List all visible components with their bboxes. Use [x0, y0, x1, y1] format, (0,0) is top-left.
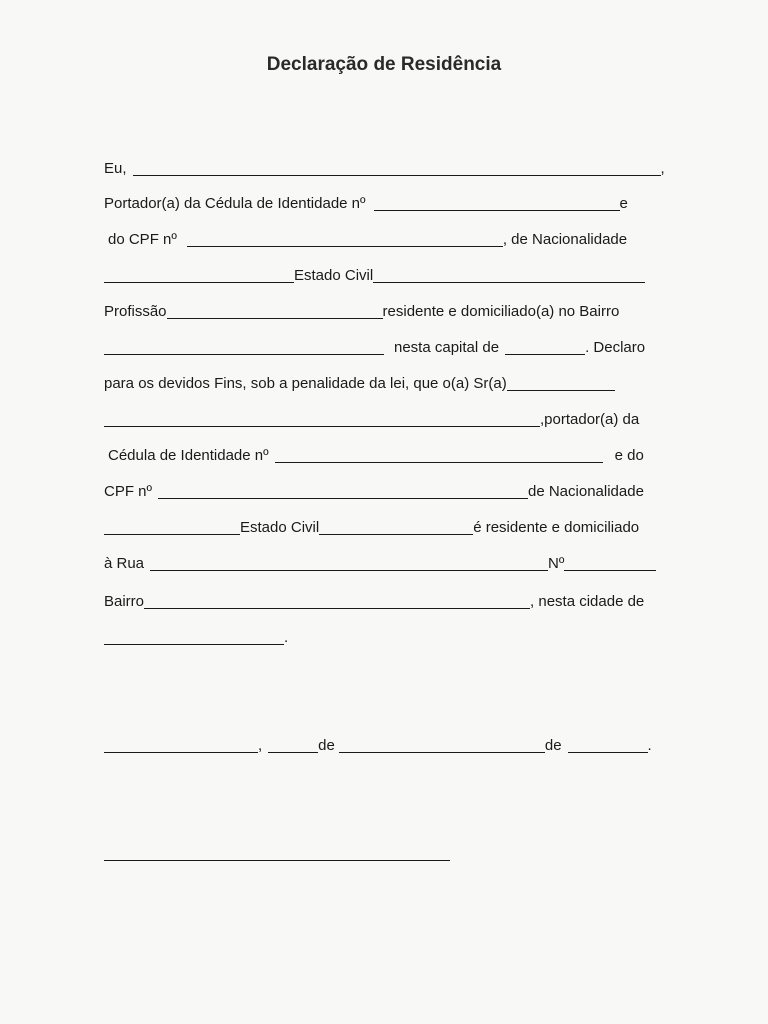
- line-text: Portador(a) da Cédula de Identidade nº: [104, 195, 366, 212]
- capital-field[interactable]: [505, 340, 585, 355]
- neighborhood-field[interactable]: [104, 340, 384, 355]
- line-text: nesta capital de: [394, 339, 500, 356]
- form-line-civil-status: [104, 267, 645, 285]
- form-line-street: [104, 555, 656, 573]
- form-line-person: [104, 411, 639, 429]
- line-text: Estado Civil: [294, 267, 374, 284]
- line-text: é residente e domiciliado: [473, 519, 640, 536]
- line-text: de Nacionalidade: [528, 483, 644, 500]
- form-line-neighborhood: [104, 339, 645, 357]
- form-line-city: [104, 629, 288, 647]
- street-field[interactable]: [150, 556, 548, 571]
- person-name-field[interactable]: [507, 376, 615, 391]
- form-line-person-id: [108, 447, 644, 465]
- form-line-declaration: [104, 375, 615, 393]
- line-text: e: [619, 195, 628, 212]
- line-text: CPF nº: [104, 483, 152, 500]
- signature-field[interactable]: [104, 846, 450, 861]
- line-text: . Declaro: [585, 339, 646, 356]
- line-text: Nº: [548, 555, 565, 572]
- form-line-profession: [104, 303, 619, 321]
- id-number-field[interactable]: [374, 196, 620, 211]
- profession-field[interactable]: [167, 304, 383, 319]
- person-name-continuation-field[interactable]: [104, 412, 540, 427]
- line-text: residente e domiciliado(a) no Bairro: [382, 303, 620, 320]
- month-field[interactable]: [339, 738, 545, 753]
- form-line-person-cpf: [104, 483, 644, 501]
- form-line-bairro: [104, 593, 644, 611]
- nationality-field[interactable]: [104, 268, 294, 283]
- form-line-date: [104, 737, 652, 755]
- line-text: Estado Civil: [240, 519, 320, 536]
- bairro-field[interactable]: [144, 594, 530, 609]
- line-text: ,portador(a) da: [540, 411, 640, 428]
- year-field[interactable]: [568, 738, 648, 753]
- line-text: Cédula de Identidade nº: [108, 447, 269, 464]
- signature-line: [104, 846, 450, 863]
- line-text: de: [544, 737, 562, 754]
- document-title: Declaração de Residência: [266, 54, 502, 75]
- form-line-person-civil-status: [104, 519, 639, 537]
- line-text: ,: [660, 160, 665, 177]
- line-text: .: [647, 737, 652, 754]
- form-line-id: [104, 195, 628, 213]
- line-text: , de Nacionalidade: [502, 231, 628, 248]
- form-line-name: [104, 160, 665, 178]
- person-id-field[interactable]: [275, 448, 603, 463]
- line-text: Profissão: [104, 303, 167, 320]
- line-text: à Rua: [104, 555, 145, 572]
- city-field[interactable]: [104, 630, 284, 645]
- line-text: para os devidos Fins, sob a penalidade da lei, que o(a) Sr(a): [104, 375, 507, 392]
- form-line-cpf: [108, 231, 627, 249]
- civil-status-field[interactable]: [373, 268, 645, 283]
- line-text: , nesta cidade de: [530, 593, 645, 610]
- line-text: ,: [258, 737, 263, 754]
- line-text: de: [318, 737, 335, 754]
- person-nationality-field[interactable]: [104, 520, 240, 535]
- day-field[interactable]: [268, 738, 318, 753]
- line-text: e do: [614, 447, 644, 464]
- person-civil-status-field[interactable]: [319, 520, 473, 535]
- place-field[interactable]: [104, 738, 258, 753]
- person-cpf-field[interactable]: [158, 484, 528, 499]
- name-field[interactable]: [133, 161, 661, 176]
- house-number-field[interactable]: [564, 556, 656, 571]
- line-text: Bairro: [104, 593, 145, 610]
- cpf-field[interactable]: [187, 232, 503, 247]
- line-text: .: [284, 629, 289, 646]
- line-text: Eu,: [104, 160, 127, 177]
- line-text: do CPF nº: [108, 231, 177, 248]
